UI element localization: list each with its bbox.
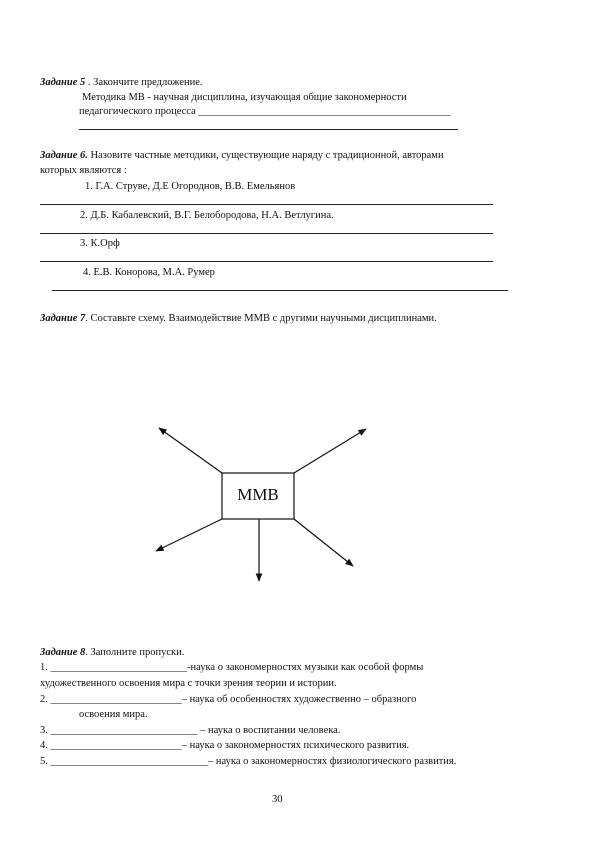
task6-text2: которых являются : [40,165,127,176]
task8-line-1-cont: художественного освоения мира с точки зрения теории и истории. [40,678,337,689]
task8-line-5: 5. ______________________________– наука о закономерностях физиологического развития. [40,756,457,767]
task8-line-3: 3. ____________________________ – наука о воспитании человека. [40,725,341,736]
task5-label: Задание 5 [40,77,86,88]
task8-line-2: 2. _________________________– наука об особенностях художественно – образного [40,694,417,705]
task8-line-4: 4. _________________________– наука о закономерностях психического развития. [40,740,410,751]
task6-item-4: 4. Е.В. Конорова, М.А. Румер [83,267,215,278]
task6-item-2: 2. Д.Б. Кабалевский, В.Г. Белобородова, Н.А. Ветлугина. [80,210,334,221]
page-number: 30 [272,794,283,805]
task7-text: . Составьте схему. Взаимодействие ММВ с другими научными дисциплинами. [85,313,437,324]
task8-text: . Заполните пропуски. [85,647,185,658]
task5-line1: Методика МВ - научная дисциплина, изучающая общие закономерности [82,92,407,103]
task6-text: Назовите частные методики, существующие наряду с традиционной, авторами [87,150,444,161]
task8-label: Задание 8 [40,647,86,658]
task6-label: Задание 6. [40,150,88,161]
task8-line-1: 1. __________________________-наука о закономерностях музыки как особой формы [40,662,424,673]
task7-label: Задание 7 [40,313,86,324]
arrow-bottom-left [156,519,222,551]
task8-line-2-cont: освоения мира. [79,709,148,720]
task6-item-3: 3. К.Орф [80,238,120,249]
task5-line2: педагогического процесса ________________________________________________ [79,106,451,117]
arrow-top-left [159,428,222,473]
task5-text: . Закончите предложение. [85,77,203,88]
arrow-top-right [294,429,366,473]
arrow-bottom-right [294,519,353,566]
task8-heading [40,647,184,659]
task6-item-1: 1. Г.А. Струве, Д.Е Огороднов, В.В. Емельянов [85,181,296,192]
diagram-center-label: ММВ [237,485,279,504]
